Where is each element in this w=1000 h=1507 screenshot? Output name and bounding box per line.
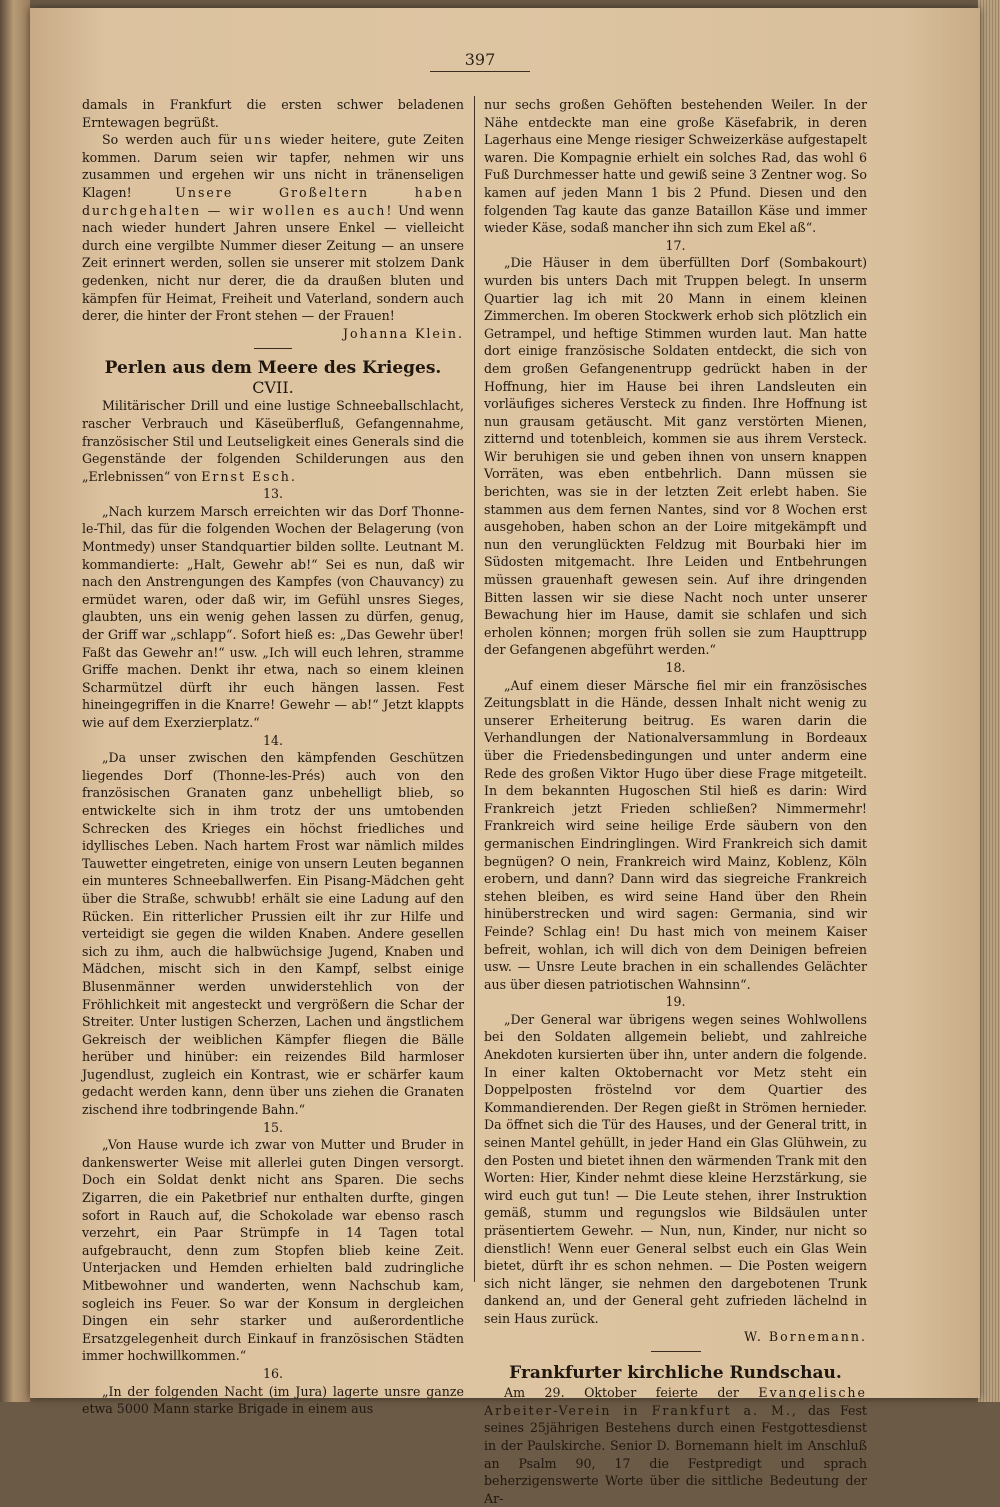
rundschau-paragraph: Am 29. Oktober feierte der Evangelische Arbeiter-Verein in Frankfurt a. M., das Fest seines 25jährigen Bestehens durch einen Festgottesdienst in der Paulskirche. Senior D. Bornemann hielt im Anschluß an Psalm 90, 17 die Festpredigt und sprach beherzigenswerte Worte über die sittliche Bedeutung der Ar- — [484, 1385, 867, 1506]
right-column — [484, 96, 867, 1507]
item-text-16-continued: nur sechs großen Gehöften bestehenden Weiler. In der Nähe entdeckte man eine große Käsefabrik, in deren Lagerhaus eine Menge riesiger Schweizerkäse aufgestapelt waren. Die Kompagnie erhielt ein solches Rad, das wohl 6 Fuß Durchmesser hatte und gewiß seine 3 Zentner wog. So kamen auf jeden Mann 1 bis 2 Pfund. Diesen und den folgenden Tag kaute das ganze Bataillon Käse und immer wieder Käse, sodaß mancher ihn sich zum Ekel aß“. — [484, 97, 867, 236]
item-text-14: „Da unser zwischen den kämpfenden Geschützen liegendes Dorf (Thonne-les-Prés) auch von den französischen Granaten ganz unbehelligt blieb, so entwickelte sich in ihm trotz der uns umtobenden Schrecken des Krieges ein höchst friedliches und idyllisches Leben. Nach hartem Frost war nämlich mildes Tauwetter eingetreten, einige von unsern Leuten begannen ein munteres Schneeballwerfen. Ein Pisang-Mädchen geht über die Straße, schwubb! erhält sie eine Ladung auf den Rücken. Ein ritterlicher Prussien eilt ihr zur Hilfe und verteidigt sie gegen die wilden Knaben. Andere gesellen sich zu ihm, auch die halbwüchsige Jugend, Knaben und Mädchen, mischt sich in den Kampf, selbst einige Blusenmänner werden unwiderstehlich von der Fröhlichkeit mit angesteckt und vergrößern die Schar der Streiter. Unter lustigen Scherzen, Lachen und ängstlichem Gekreisch der weiblichen Kämpfer fliegen die Bälle herüber und hinüber: ein reizendes Bild harmloser Jugendlust, zugleich ein Kontrast, wie er schärfer kaum gedacht werden kann, denn über uns ziehen die Granaten zischend ihre todbringende Bahn.“ — [82, 750, 464, 1118]
section-number: CVII. — [252, 378, 294, 398]
page-header — [430, 50, 530, 72]
intro-paragraph: Militärischer Drill und eine lustige Schneeballschlacht, rascher Verbrauch und Käseüberfluß, Gefangennahme, französischer Stil und Leutseligkeit eines Generals sind die Gegenstände der folgenden Schilderungen aus den „Erlebnissen“ von Ernst Esch. — [82, 398, 464, 484]
item-number-15: 15. — [262, 1119, 284, 1135]
adjacent-page-edge — [0, 0, 30, 1402]
item-number-16: 16. — [262, 1365, 284, 1381]
item-text-16: „In der folgenden Nacht (im Jura) lagerte unsre ganze etwa 5000 Mann starke Brigade in einem aus — [82, 1383, 464, 1417]
signature-johanna-klein: Johanna Klein. — [342, 325, 464, 341]
item-number-19: 19. — [665, 994, 686, 1010]
item-number-14: 14. — [262, 732, 284, 748]
signature-bornemann: W. Bornemann. — [744, 1328, 867, 1344]
item-text-19: „Der General war übrigens wegen seines Wohlwollens bei den Soldaten allgemein beliebt, und zahlreiche Anekdoten kursierten über ihn, unter andern die folgende. In einer kalten Oktobernacht vor Metz steht ein Doppelposten fröstelnd vor dem Quartier des Kommandierenden. Der Regen gießt in Strömen hernieder. Da öffnet sich die Tür des Hauses, und der General tritt, in seinen Mantel gehüllt, in jeder Hand ein Glas Glühwein, zu den Posten und bietet ihnen den wärmenden Trank mit den Worten: Hier, Kinder nehmt diese kleine Herzstärkung, sie wird euch gut tun! — Die Leute stehen, ihrer Instruktion gemäß, stumm und regungslos wie Bildsäulen unter präsentiertem Gewehr. — Nun, nun, Kinder, nur nicht so dienstlich! Wenn euer General selbst euch ein Glas Wein bietet, dürft ihr es schon nehmen. — Die Posten weigern sich nicht länger, sie nehmen den dargebotenen Trunk dankend an, und der General geht zufrieden lächelnd in sein Haus zurück. — [484, 1011, 867, 1326]
section-rule-2 — [651, 1351, 701, 1352]
page-number: 397 — [464, 50, 496, 69]
item-number-18: 18. — [665, 660, 686, 675]
header-rule — [430, 71, 530, 72]
item-text-17: „Die Häuser in dem überfüllten Dorf (Sombakourt) wurden bis unters Dach mit Truppen belegt. In unserm Quartier lag ich mit 20 Mann in einem kleinen Zimmerchen. Im oberen Stockwerk erhob sich plötzlich ein Getrampel, und heftige Stimmen wurden laut. Man hatte dort einige französische Soldaten entdeckt, die sich von dem großen Gefangenentrupp gedrückt haben in der Hoffnung, hier im Hause bei ihren Landsleuten ein vorläufiges sicheres Versteck zu finden. Ihre Hoffnung ist nun grausam getäuscht. Mit ganz verstörten Mienen, zitternd und totenbleich, kommen sie aus ihrem Versteck. Wir beruhigen sie und geben ihnen von unsern knappen Vorräten, was eben entbehrlich. Dann müssen sie berichten, was sie in der letzten Zeit erlebt haben. Sie stammen aus dem fernen Nantes, sind vor 8 Wochen erst ausgehoben, haben schon an der Loire mitgekämpft und nun den verunglückten Feldzug mit Bourbaki hier im Südosten mitgemacht. Ihre Leiden und Entbehrungen müssen grauenhaft gewesen sein. Auf ihre dringenden Bitten lassen wir sie diese Nacht noch unter unserer Bewachung hier im Hause, damit sie schlafen und sich erholen können; morgen früh sollen sie zum Haupttrupp der Gefangenen abgeführt werden.“ — [484, 255, 867, 658]
section2-title: Frankfurter kirchliche Rundschau. — [509, 1363, 842, 1384]
item-number-13: 13. — [262, 486, 284, 502]
poem-continuation: damals in Frankfurt die ersten schwer beladenen Erntewagen begrüßt. — [82, 97, 464, 130]
column-divider — [474, 96, 475, 1282]
section-title: Perlen aus dem Meere des Krieges. — [104, 358, 442, 379]
item-text-18: „Auf einem dieser Märsche fiel mir ein französisches Zeitungsblatt in die Hände, dessen Inhalt nicht wenig zu unserer Erheiterung beitrug. Es waren darin die Verhandlungen der Nationalversammlung in Bordeaux über die Friedensbedingungen und unter anderm eine Rede des großen Viktor Hugo über diese Frage mitgeteilt. In dem bekannten Hugoschen Stil hieß es darin: Wird Frankreich jetzt Frieden schließen? Nimmermehr! Frankreich wird seine heilige Erde säubern von den germanischen Eindringlingen. Wird Frankreich sich damit begnügen? O nein, Frankreich wird Mainz, Koblenz, Köln erobern, und dann? Dann wird das siegreiche Frankreich stehen bleiben, es wird seine Hand über den Rhein hinüberstrecken und wird sagen: Germania, sind wir Feinde? Schlag ein! Du hast mich von meinem Kaiser befreit, wohlan, ich will dich von dem Deinigen befreien usw. — Unsre Leute brachen in ein schallendes Gelächter aus über diesen patriotischen Wahnsinn“. — [484, 677, 867, 992]
item-text-13: „Nach kurzem Marsch erreichten wir das Dorf Thonne-le-Thil, das für die folgenden Wochen der Belagerung (von Montmedy) unser Standquartier bilden sollte. Leutnant M. kommandierte: „Halt, Gewehr ab!“ Sei es nun, daß wir nach den Anstrengungen des Kampfes (von Chauvancy) zu ermüdet waren, oder daß wir, im Gefühl unsres Sieges, glaubten, uns ein wenig gehen lassen zu dürfen, genug, der Griff war „schlapp“. Sofort hieß es: „Das Gewehr über! Faßt das Gewehr an!“ usw. „Ich will euch lehren, stramme Griffe machen. Denkt ihr etwa, nach so einem kleinen Scharmützel dürft ihr euch hängen lassen. Fest hineingegriffen in die Knarre! Gewehr — ab!“ Jetzt klappts wie auf dem Exerzierplatz.“ — [82, 503, 464, 730]
left-column — [82, 96, 464, 1418]
book-edge-pages — [978, 0, 1000, 1402]
item-number-17: 17. — [665, 237, 686, 253]
item-text-15: „Von Hause wurde ich zwar von Mutter und Bruder in dankenswerter Weise mit allerlei guten Dingen versorgt. Doch ein Soldat denkt nicht ans Sparen. Die sechs Zigarren, die ein Paketbrief nur enthalten durfte, gingen sofort in Rauch auf, die Schokolade war ebenso rasch verzehrt, ein Paar Strümpfe in 14 Tagen total aufgebraucht, denn zum Stopfen blieb keine Zeit. Unterjacken und Hemden erhielten bald zudringliche Mitbewohner und wanderten, wenn Nachschub kam, sogleich ins Feuer. So war der Konsum in dergleichen Dingen ein sehr starker und außerordentliche Ersatzgelegenheit durch Einkauf in französischen Städten immer hochwillkommen.“ — [82, 1137, 464, 1364]
closing-paragraph: So werden auch für uns wieder heitere, gute Zeiten kommen. Darum seien wir tapfer, nehmen wir uns zusammen und ergehen wir uns nicht in tränenseligen Klagen! Unsere Großeltern haben durchgehalten — wir wollen es auch! Und wenn nach wieder hundert Jahren unsere Enkel — vielleicht durch eine vergilbte Nummer dieser Zeitung — an unsere Zeit erinnert werden, sollen sie unserer mit stolzem Dank gedenken, nicht nur derer, die da draußen bluten und kämpfen für Heimat, Freiheit und Vaterland, sondern auch derer, die hinter der Front stehen — der Frauen! — [82, 132, 464, 324]
section-rule — [254, 348, 292, 349]
